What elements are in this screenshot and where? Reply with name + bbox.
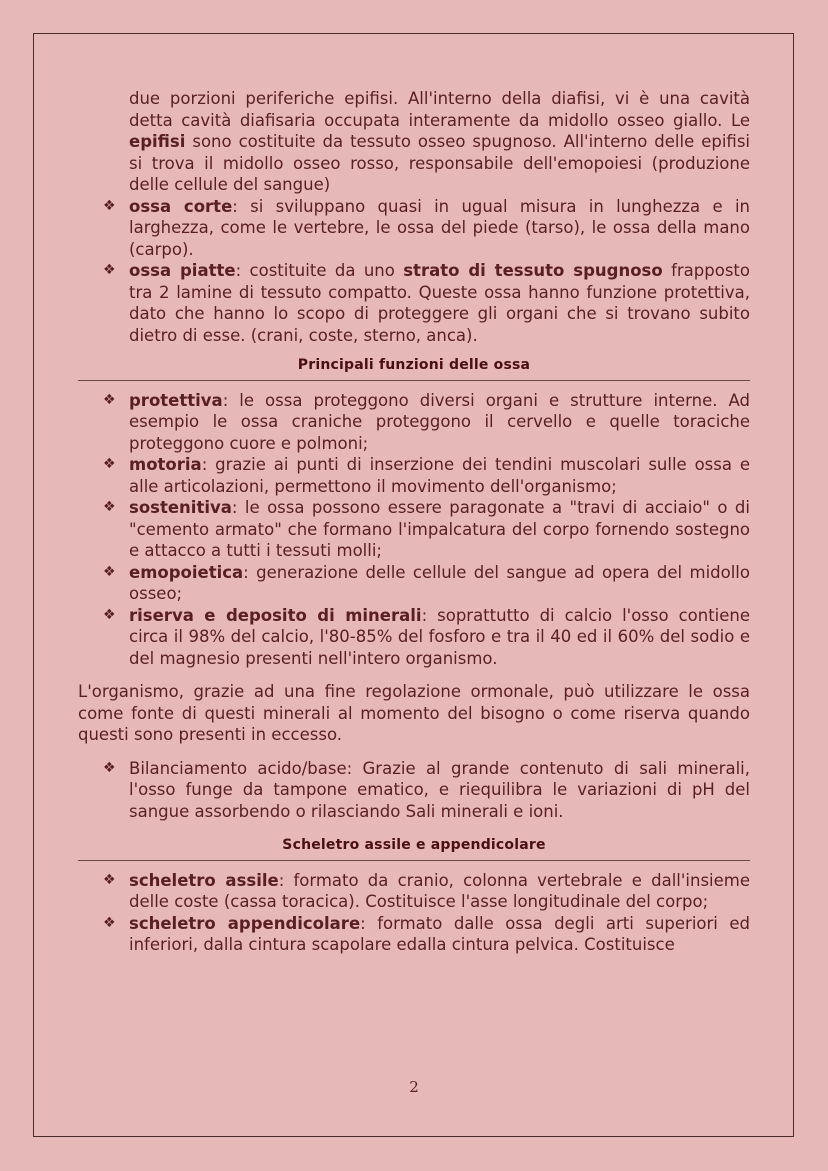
item-term: scheletro appendicolare [129,913,361,933]
item-term: emopoietica [129,562,244,582]
list-item [103,454,750,497]
item-text: : le ossa possono essere paragonate a "travi di acciaio" o di "cemento armato" che formano l'impalcatura del corpo fornendo sostegno e attacco a tutti i tessuti molli; [129,498,750,560]
page-content [78,88,750,956]
bullet-icon: ❖ [103,914,116,931]
item-text: : si sviluppano quasi in ugual misura in lunghezza e in larghezza, come le vertebre, le ossa del piede (tarso), le ossa della mano (carpo). [129,196,750,259]
section-heading: Principali funzioni delle ossa [78,355,750,381]
acid-base-list [78,758,750,823]
list-item [103,870,750,913]
item-text: : soprattutto di calcio l'osso contiene circa il 98% del calcio, l'80-85% del fosforo e tra il 40 ed il 60% del sodio e del magnesio presenti nell'intero organismo. [129,605,751,668]
minerals-paragraph: L'organismo, grazie ad una fine regolazione ormonale, può utilizzare le ossa come fonte di questi minerali al momento del bisogno o come riserva quando questi sono presenti in eccesso. [78,682,750,744]
bullet-icon: ❖ [103,871,116,888]
page-number: 2 [409,1078,419,1096]
list-item [103,196,750,261]
bullet-icon: ❖ [103,499,116,515]
list-item [103,562,750,605]
bullet-icon: ❖ [103,391,116,408]
item-term: sostenitiva [129,498,232,517]
section-heading: Scheletro assile e appendicolare [78,835,750,861]
bullet-icon: ❖ [103,262,116,278]
item-text: : formato da cranio, colonna vertebrale e dall'insieme delle coste (cassa toracica). Costituisce l'asse longitudinale del corpo; [129,870,750,911]
item-term: ossa piatte [129,261,236,280]
item-text: : costituite da uno [235,261,404,280]
intro-text-b: sono costituite da tessuto osseo spugnoso. All'interno delle epifisi si trova il midollo osseo rosso, responsabile dell'emopoiesi (produzione delle cellule del sangue) [129,132,750,194]
intro-text-a: due porzioni periferiche epifisi. All'interno della diafisi, vi è una cavità detta cavità diafisaria occupata interamente da midollo osseo giallo. Le [129,89,750,130]
functions-list [78,390,750,670]
item-text: : le ossa proteggono diversi organi e strutture interne. Ad esempio le ossa craniche proteggono il cervello e quelle toraciche proteggono cuore e polmoni; [129,390,750,453]
bullet-icon: ❖ [103,759,116,776]
item-term: motoria [129,455,202,474]
list-item [103,260,750,346]
item-text: : formato dalle ossa degli arti superiori ed inferiori, dalla cintura scapolare edalla cintura pelvica. Costituisce [129,913,750,954]
bullet-icon: ❖ [103,606,116,623]
intro-bold-term: epifisi [129,132,186,151]
item-bold-text: strato di tessuto spugnoso [403,261,663,280]
item-text: Bilanciamento acido/base: Grazie al grande contenuto di sali minerali, l'osso funge da tampone ematico, e riequilibra le variazioni di pH del sangue assorbendo o rilasciando Sali minerali e ioni. [129,758,750,821]
bullet-icon: ❖ [103,197,116,214]
intro-paragraph [129,88,750,196]
list-item [103,913,750,956]
item-text: : grazie ai punti di inserzione dei tendini muscolari sulle ossa e alle articolazioni, permettono il movimento dell'organismo; [129,455,750,496]
list-item [103,390,750,455]
item-text: : generazione delle cellule del sangue ad opera del midollo osseo; [129,562,750,603]
bullet-icon: ❖ [103,563,116,580]
list-item [103,605,751,670]
item-term: riserva e deposito di minerali [129,605,422,625]
item-term: protettiva [129,390,223,410]
item-term: ossa corte [129,196,233,216]
item-term: scheletro assile [129,870,279,890]
bullet-icon: ❖ [103,456,116,472]
skeleton-list [78,870,750,956]
list-item [103,497,750,562]
bone-types-list [78,196,750,347]
item-text: frapposto tra 2 lamine di tessuto compatto. Queste ossa hanno funzione protettiva, dato che hanno lo scopo di proteggere gli organi che si trovano subito dietro di esse. (crani, coste, sterno, anca). [129,261,750,345]
list-item [103,758,750,823]
